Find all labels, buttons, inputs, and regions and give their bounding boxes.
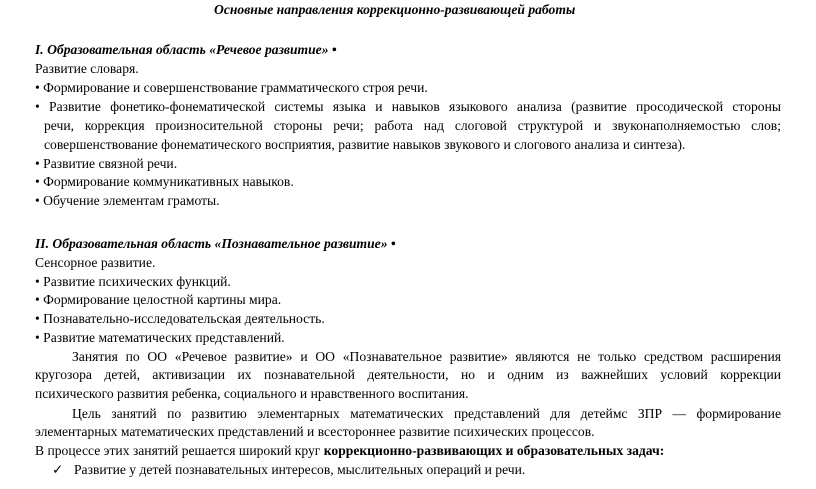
paragraph-line: элементарных математических представлений и всестороннее развитие психических процессов. [35,424,595,439]
bullet-item: • Формирование и совершенствование грамматического строя речи. [35,80,428,95]
tasks-bold: коррекционно-развивающих и образовательных задач: [323,443,665,458]
bullet-item: • Развитие математических представлений. [35,330,285,345]
bullet-item: • Развитие психических функций. [35,274,231,289]
section-heading-cognitive: II. Образовательная область «Познавательное развитие» • [35,236,396,251]
bullet-item: • Формирование коммуникативных навыков. [35,174,294,189]
bullet-item: • Развитие связной речи. [35,156,178,171]
tasks-paragraph [35,442,664,460]
paragraph-line: Занятия по ОО «Речевое развитие» и ОО «Познавательное развитие» являются не только средством расширения [72,349,781,364]
bullet-item: • Обучение элементам грамоты. [35,193,220,208]
tasks-prefix: В процессе этих занятий решается широкий круг [35,443,324,458]
text-line: совершенствование фонематического восприятия, развитие навыков звукового и слогового анализа и синтеза). [44,137,686,152]
section-heading-speech: I. Образовательная область «Речевое развитие» • [35,42,337,57]
checklist-item [52,461,525,479]
bullet-item: • Формирование целостной картины мира. [35,292,282,307]
checklist-item-text: Развитие у детей познавательных интересов, мыслительных операций и речи. [74,462,526,477]
paragraph-line: кругозора детей, активизации их познавательной деятельности, но и одним из важнейших условий коррекции [35,367,781,382]
text-line: Развитие словаря. [35,61,139,76]
document-title: Основные направления коррекционно-развивающей работы [214,2,576,17]
paragraph-line: Цель занятий по развитию элементарных математических представлений для детеймс ЗПР — формирование [72,406,781,421]
checkmark-icon: ✓ [52,462,64,477]
text-line: Сенсорное развитие. [35,255,156,270]
bullet-item: • Познавательно-исследовательская деятельность. [35,311,325,326]
paragraph-line: психического развития ребенка, социального и нравственного воспитания. [35,386,469,401]
text-line: речи, коррекция произносительной стороны речи; работа над слоговой структурой и звуконаполняемостью слов; [44,118,781,133]
bullet-item: • Развитие фонетико-фонематической системы языка и навыков языкового анализа (развитие просодической стороны [35,99,781,114]
